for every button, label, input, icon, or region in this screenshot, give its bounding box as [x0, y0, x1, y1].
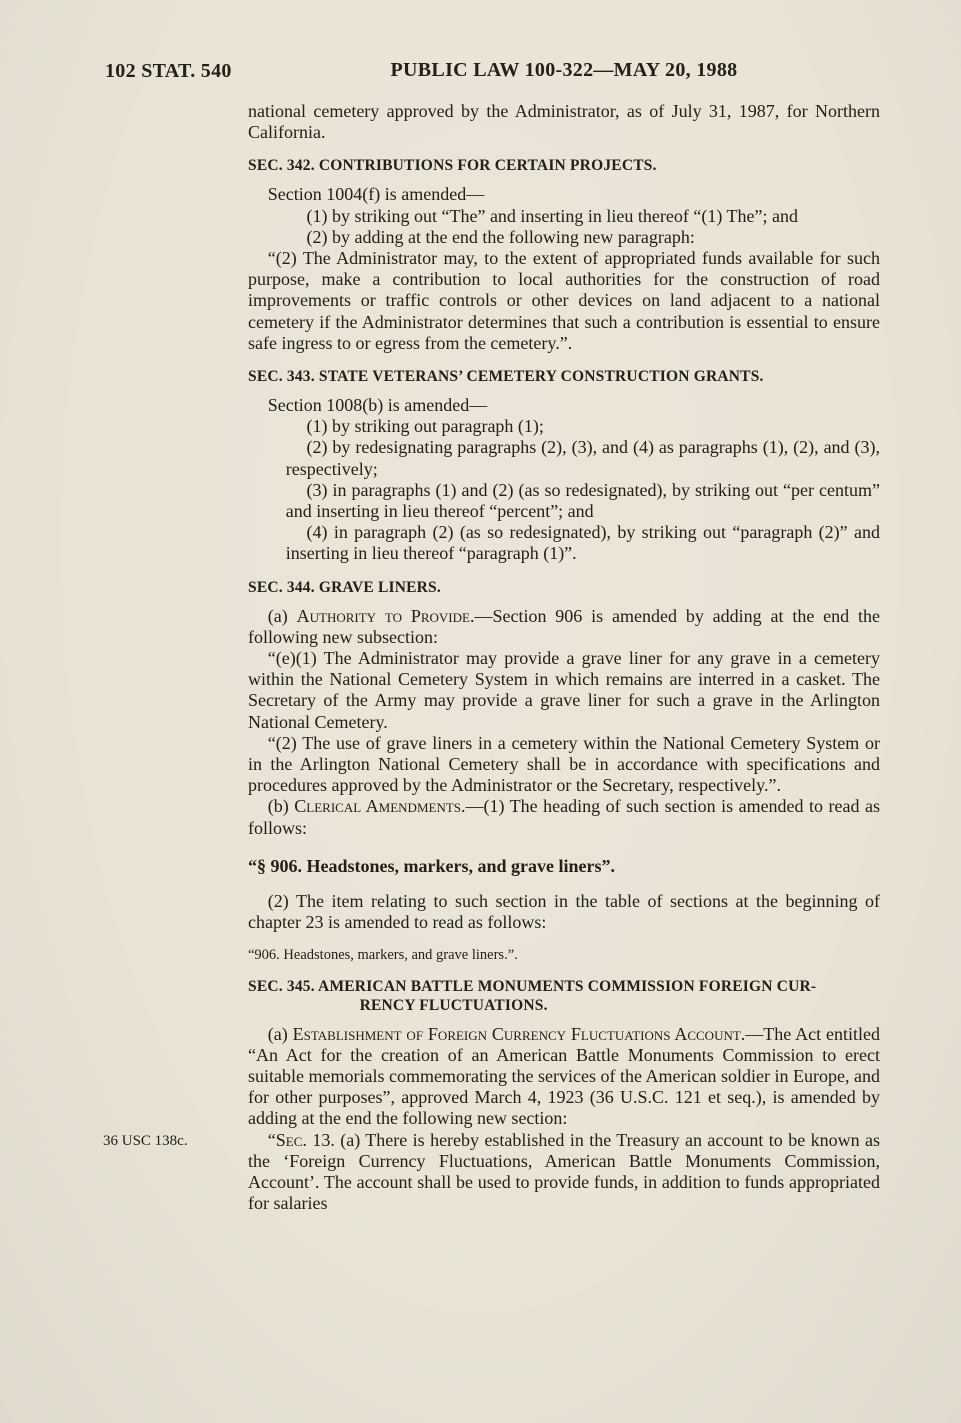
paragraph: 36 USC 138c. “Sec. 13. (a) There is hereby established in the Treasury an account to be known as the ‘Foreign Currency Fluctuations, American Battle Monuments Commission, Account’. The account shall be used to provide funds, in addition to funds appropriated for salaries — [103, 1129, 880, 1214]
section-heading: SEC. 345. AMERICAN BATTLE MONUMENTS COMMISSION FOREIGN CUR- RENCY FLUCTUATIONS. — [248, 977, 817, 1014]
paragraph: “(2) The Administrator may, to the extent of appropriated funds available for such purpose, make a contribution to local authorities for the construction of road improvements or traffic controls or other devices on land adjacent to a national cemetery if the Administrator determines that such a contribution is essential to ensure safe ingress to or egress from the cemetery.”. — [248, 248, 880, 353]
quoted-section-heading: “§ 906. Headstones, markers, and grave liners”. — [248, 855, 615, 876]
list-item: (1) by striking out paragraph (1); — [306, 416, 544, 437]
paragraph: “(e)(1) The Administrator may provide a grave liner for any grave in a cemetery within the National Cemetery System in which remains are interred in a casket. The Secretary of the Army may provide a grave liner for such a grave in the Arlington National Cemetery. — [248, 648, 880, 732]
document-body — [103, 101, 881, 1214]
section-heading: SEC. 342. CONTRIBUTIONS FOR CERTAIN PROJECTS. — [248, 157, 657, 175]
list-item: (2) by adding at the end the following new paragraph: — [306, 226, 695, 247]
paragraph: national cemetery approved by the Administrator, as of July 31, 1987, for Northern California. — [248, 101, 880, 143]
margin-note: 36 USC 138c. — [103, 1132, 188, 1149]
statute-page-number: 102 STAT. 540 — [105, 60, 232, 82]
list-item: (1) by striking out “The” and inserting in lieu thereof “(1) The”; and — [306, 205, 798, 226]
toc-entry: “906. Headstones, markers, and grave liners.”. — [248, 946, 518, 963]
paragraph: Section 1008(b) is amended— — [267, 395, 488, 416]
paragraph: (a) Establishment of Foreign Currency Fluctuations Account.—The Act entitled “An Act for the creation of an American Battle Monuments Commission to erect suitable memorials commemorating the services of the American soldier in Europe, and for other purposes”, approved March 4, 1923 (36 U.S.C. 121 et seq.), is amended by adding at the end the following new section: — [248, 1023, 881, 1129]
paragraph: Section 1004(f) is amended— — [267, 184, 485, 205]
list-item: (2) by redesignating paragraphs (2), (3), and (4) as paragraphs (1), (2), and (3), respectively; — [285, 437, 880, 479]
list-item: (3) in paragraphs (1) and (2) (as so redesignated), by striking out “per centum” and inserting in lieu thereof “percent”; and — [285, 479, 880, 522]
public-law-header: PUBLIC LAW 100-322—MAY 20, 1988 — [390, 59, 738, 81]
paragraph: “(2) The use of grave liners in a cemetery within the National Cemetery System or in the Arlington National Cemetery shall be in accordance with specifications and procedures approved by the Administrator or the Secretary, respectively.”. — [248, 732, 880, 796]
list-item: (4) in paragraph (2) (as so redesignated), by striking out “paragraph (2)” and inserting in lieu thereof “paragraph (1)”. — [285, 522, 880, 564]
paragraph: (a) Authority to Provide.—Section 906 is amended by adding at the end the following new subsection: — [248, 605, 880, 647]
section-heading: SEC. 343. STATE VETERANS’ CEMETERY CONSTRUCTION GRANTS. — [248, 368, 764, 386]
paragraph: (2) The item relating to such section in the table of sections at the beginning of chapter 23 is amended to read as follows: — [248, 891, 880, 933]
section-heading: SEC. 344. GRAVE LINERS. — [248, 578, 441, 596]
paragraph: (b) Clerical Amendments.—(1) The heading of such section is amended to read as follows: — [248, 796, 880, 838]
